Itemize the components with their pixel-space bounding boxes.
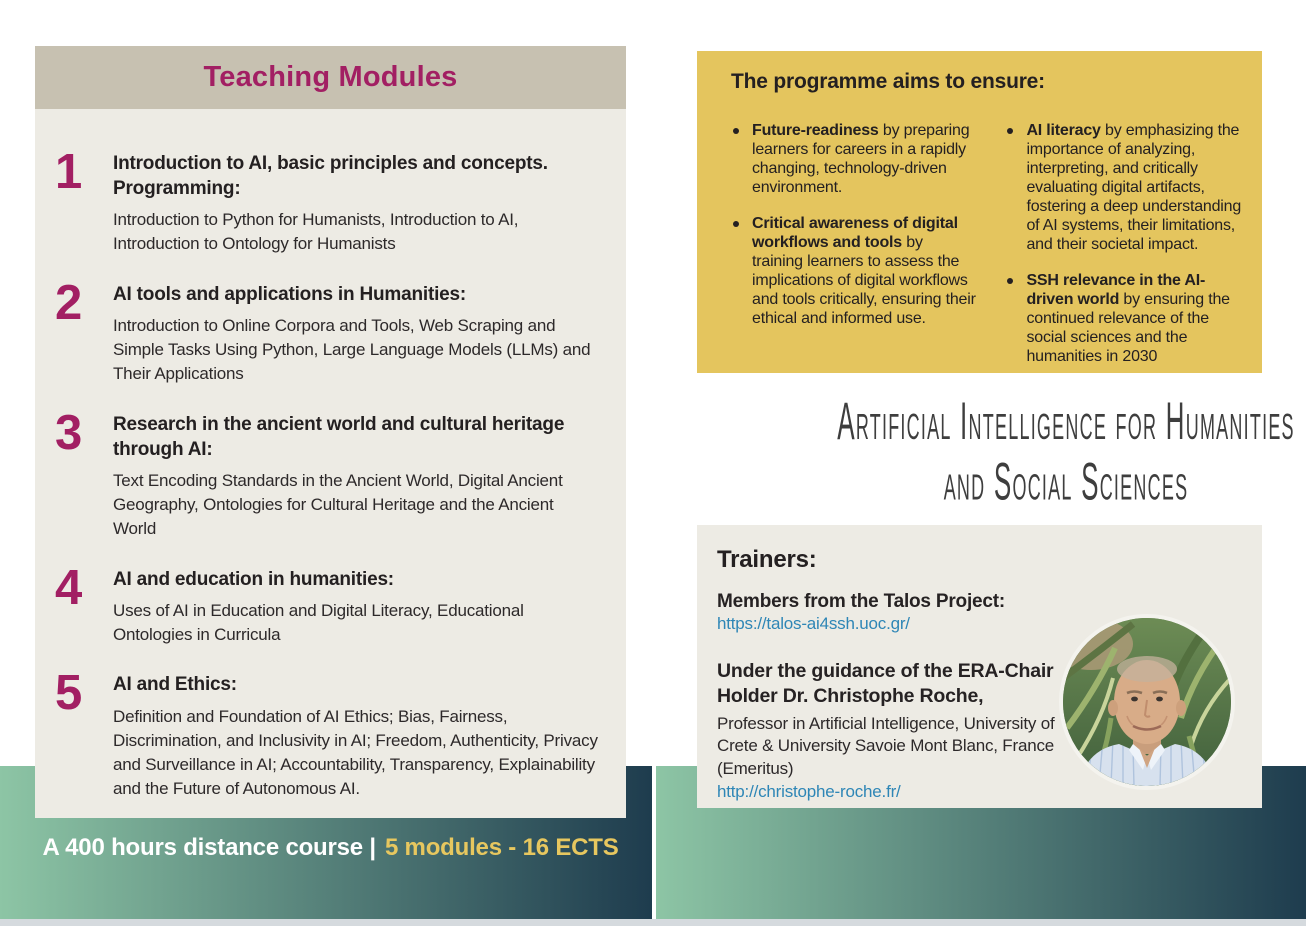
- module-text: [113, 282, 600, 387]
- module-title: AI and education in humanities:: [113, 568, 394, 590]
- bullet-icon: [1007, 128, 1013, 134]
- module-topics: Text Encoding Standards in the Ancient World, Digital Ancient Geography, Ontologies for Cultural Heritage and the Ancient World: [113, 470, 563, 539]
- module-item: [55, 405, 600, 542]
- programme-aims-heading: The programme aims to ensure:: [731, 70, 1045, 93]
- module-number: 1: [55, 145, 81, 199]
- module-topics: Introduction to Online Corpora and Tools, Web Scraping and Simple Tasks Using Python, Large Language Models (LLMs) and Their Applications: [113, 315, 591, 384]
- aims-column-right: [1005, 121, 1248, 366]
- teaching-modules-title: Teaching Modules: [203, 61, 458, 93]
- module-text: [113, 672, 600, 801]
- aim-lead: Future-readiness: [752, 122, 879, 139]
- module-topics: Introduction to Python for Humanists, Introduction to AI, Introduction to Ontology for Humanists: [113, 210, 519, 254]
- programme-aims-columns: [731, 121, 1248, 366]
- module-topics: Definition and Foundation of AI Ethics; Bias, Fairness, Discrimination, and Inclusivity in AI; Freedom, Authenticity, Privacy and Surveillance in AI; Accountability, Transparency, Explainability and the Future of Autonomous AI.: [113, 706, 598, 799]
- module-text: [113, 567, 600, 648]
- module-item: [55, 145, 600, 257]
- module-number: 3: [55, 405, 81, 460]
- aim-rest: by ensuring the continued relevance of the social sciences and the humanities in 2030: [1026, 291, 1230, 366]
- aim-lead: SSH relevance in the AI-driven world: [1026, 272, 1206, 309]
- module-number: 4: [55, 560, 81, 615]
- christophe-roche-link[interactable]: http://christophe-roche.fr/: [717, 781, 901, 801]
- trainers-heading: Trainers:: [717, 546, 817, 573]
- module-title: AI tools and applications in Humanities:: [113, 283, 467, 305]
- module-text: [113, 151, 600, 257]
- course-title-line2: and Social Sciences: [943, 451, 1189, 511]
- teaching-modules-panel: [35, 46, 626, 818]
- module-item: [55, 666, 600, 801]
- aim-rest: by training learners to assess the implications of digital workflows and tools critically, ensuring their ethical and informed use.: [752, 234, 976, 328]
- course-summary: [35, 834, 626, 862]
- teaching-modules-header: [35, 46, 626, 109]
- course-duration-text: A 400 hours distance course |: [42, 834, 376, 861]
- aim-item: [1005, 271, 1248, 366]
- aim-lead: AI literacy: [1026, 122, 1101, 139]
- bullet-icon: [1007, 278, 1013, 284]
- module-number: 2: [55, 275, 81, 330]
- module-title: AI and Ethics:: [113, 674, 237, 696]
- talos-members-label: Members from the Talos Project:: [717, 591, 1006, 612]
- aim-rest: by preparing learners for careers in a rapidly changing, technology-driven environment.: [752, 122, 970, 197]
- module-item: [55, 560, 600, 648]
- module-item: [55, 275, 600, 387]
- course-title: [697, 391, 1295, 511]
- module-title: Introduction to AI, basic principles and concepts. Programming:: [113, 153, 548, 200]
- page-edge-strip: [0, 919, 1306, 926]
- aim-item: [731, 121, 977, 197]
- trainer-photo: [1059, 614, 1235, 790]
- programme-aims-panel: [697, 51, 1262, 373]
- aims-column-left: [731, 121, 977, 366]
- era-chair-holder-label: Under the guidance of the ERA-Chair Holder Dr. Christophe Roche,: [717, 660, 1054, 708]
- bullet-icon: [733, 221, 739, 227]
- talos-project-link[interactable]: https://talos-ai4ssh.uoc.gr/: [717, 614, 910, 633]
- aim-rest: by emphasizing the importance of analyzing, interpreting, and critically evaluating digital artifacts, fostering a deep understanding of AI systems, their limitations, and their societal impact.: [1026, 122, 1242, 254]
- module-topics: Uses of AI in Education and Digital Literacy, Educational Ontologies in Curricula: [113, 600, 524, 645]
- module-title: Research in the ancient world and cultural heritage through AI:: [113, 413, 565, 460]
- aim-lead: Critical awareness of digital workflows and tools: [752, 215, 958, 252]
- course-modules-ects-text: 5 modules - 16 ECTS: [384, 834, 619, 861]
- aim-item: [1005, 121, 1248, 254]
- modules-list: [35, 109, 626, 802]
- module-text: [113, 412, 600, 542]
- course-title-line1: Artificial Intelligence for Humanities: [837, 391, 1295, 451]
- bullet-icon: [733, 128, 739, 134]
- aim-item: [731, 214, 977, 328]
- module-number: 5: [55, 666, 81, 721]
- era-chair-holder-description: Professor in Artificial Intelligence, University of Crete & University Savoie Mont Blanc, France (Emeritus): [717, 713, 1055, 779]
